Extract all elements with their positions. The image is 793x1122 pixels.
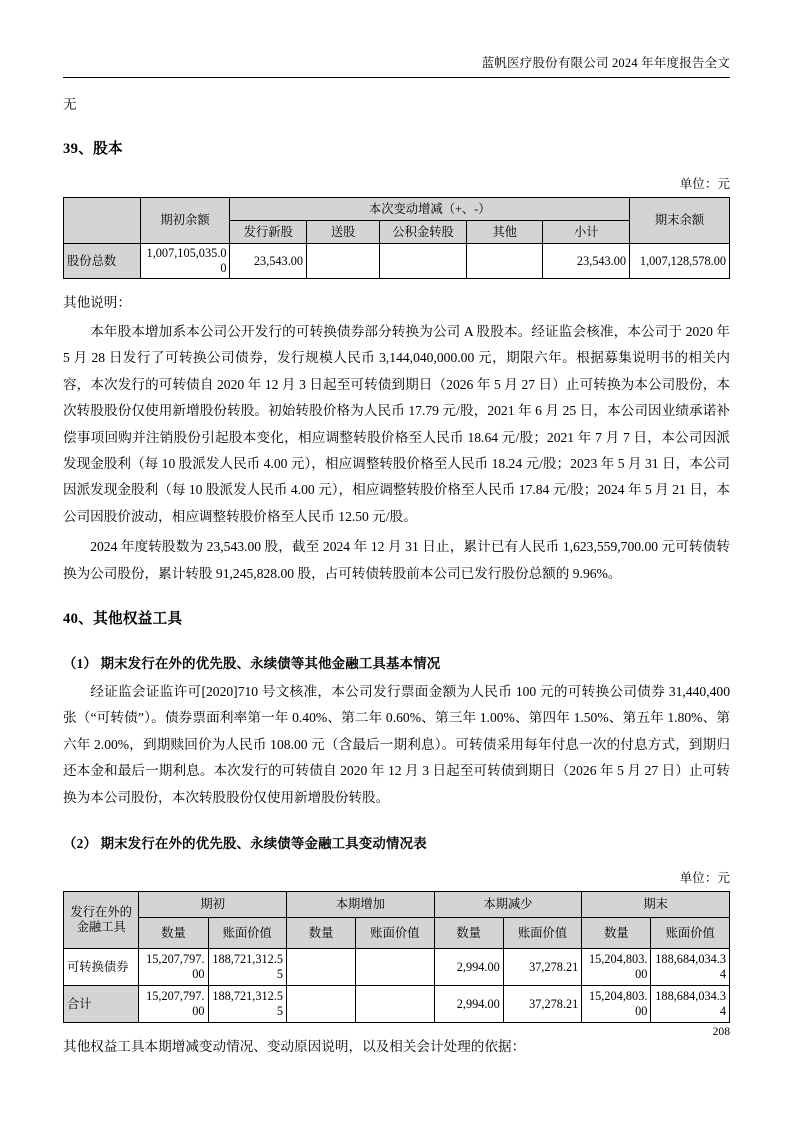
cell-new-shares: 23,543.00 [230,244,307,279]
cell-increase-value [356,949,435,986]
cell-decrease-qty: 2,994.00 [434,986,503,1023]
cell-closing-qty: 15,204,803.00 [582,986,651,1023]
page-header [63,0,730,71]
cell-increase-qty [287,949,356,986]
table-row [64,986,730,1023]
subsection-heading-40-2: （2） 期末发行在外的优先股、永续债等金融工具变动情况表 [63,836,427,852]
table-row [64,244,730,279]
corner-cell [64,198,141,244]
none-text: 无 [63,97,77,112]
cell-increase-value [356,986,435,1023]
cell-opening: 1,007,105,035.00 [140,244,230,279]
share-capital-table [63,197,730,279]
table-header-row [64,892,730,918]
header-change-group: 本次变动增减（+、-） [230,198,630,221]
other-equity-instruments-table [63,891,730,1023]
header-decrease-qty: 数量 [434,918,503,949]
section-heading-39: 39、股本 [63,141,123,157]
cell-closing-qty: 15,204,803.00 [582,949,651,986]
header-divider [63,77,730,78]
header-bonus-shares: 送股 [307,221,380,244]
page-number: 208 [712,1025,730,1038]
cell-other [466,244,543,279]
cell-closing-value: 188,684,034.34 [651,986,730,1023]
table-row [64,949,730,986]
header-opening-balance: 期初余额 [140,198,230,244]
cell-opening-value: 188,721,312.55 [208,949,287,986]
cell-decrease-qty: 2,994.00 [434,949,503,986]
header-instrument: 发行在外的金融工具 [64,892,139,949]
table-header-row [64,198,730,221]
header-closing-group: 期末 [582,892,730,918]
header-increase-group: 本期增加 [287,892,435,918]
header-other: 其他 [466,221,543,244]
header-closing-value: 账面价值 [651,918,730,949]
header-decrease-value: 账面价值 [503,918,582,949]
cell-opening-qty: 15,207,797.00 [139,949,208,986]
header-increase-value: 账面价值 [356,918,435,949]
other-note-label: 其他说明： [63,295,131,310]
header-subtotal: 小计 [543,221,630,244]
cell-subtotal: 23,543.00 [543,244,630,279]
row-label-total-shares: 股份总数 [64,244,141,279]
header-decrease-group: 本期减少 [434,892,582,918]
cell-decrease-value: 37,278.21 [503,986,582,1023]
header-closing-qty: 数量 [582,918,651,949]
row-label-total: 合计 [64,986,139,1023]
cell-closing: 1,007,128,578.00 [630,244,730,279]
cell-decrease-value: 37,278.21 [503,949,582,986]
section-heading-40: 40、其他权益工具 [63,611,183,628]
cell-bonus-shares [307,244,380,279]
header-opening-group: 期初 [139,892,287,918]
cell-opening-value: 188,721,312.55 [208,986,287,1023]
closing-note: 其他权益工具本期增减变动情况、变动原因说明，以及相关会计处理的依据： [63,1039,526,1055]
header-opening-value: 账面价值 [208,918,287,949]
paragraph-39-2: 2024 年度转股数为 23,543.00 股，截至 2024 年 12 月 31 日止，累计已有人民币 1,623,559,700.00 元可转债转换为公司股份，累计转股 91,245,828.00 股，占可转债转股前本公司已发行股份总额的 9.96%。 [63,539,730,581]
table-header-row [64,918,730,949]
cell-closing-value: 188,684,034.34 [651,949,730,986]
paragraph-39-1: 本年股本增加系本公司公开发行的可转换债券部分转换为公司 A 股股本。经证监会核准，本公司于 2020 年 5 月 28 日发行了可转换公司债券，发行规模人民币 3,144,040,000.00 元，期限六年。根据募集说明书的相关内容，本次发行的可转债自 2020 年 12 月 3 日起至可转债到期日（2026 年 5 月 27 日）止可转换为本公司股份，本次转股股份仅使用新增股份转股。初始转股价格为人民币 17.79 元/股，2021 年 6 月 25 日，本公司因业绩承诺补偿事项回购并注销股份引起股本变化，相应调整转股价格至人民币 18.64 元/股；2021 年 7 月 7 日，本公司因派发现金股利（每 10 股派发人民币 4.00 元），相应调整转股价格至人民币 18.24 元/股；2023 年 5 月 31 日，本公司因派发现金股利（每 10 股派发人民币 4.00 元），相应调整转股价格至人民币 17.84 元/股；2024 年 5 月 21 日，本公司因股价波动，相应调整转股价格至人民币 12.50 元/股。 [63,324,730,524]
row-label-convertible-bond: 可转换债券 [64,949,139,986]
header-new-shares: 发行新股 [230,221,307,244]
cell-capital-reserve [380,244,467,279]
header-opening-qty: 数量 [139,918,208,949]
header-capital-reserve: 公积金转股 [380,221,467,244]
subsection-heading-40-1: （1） 期末发行在外的优先股、永续债等其他金融工具基本情况 [63,656,441,672]
header-closing-balance: 期末余额 [630,198,730,244]
paragraph-40-1: 经证监会证监许可[2020]710 号文核准，本公司发行票面金额为人民币 100 元的可转换公司债券 31,440,400 张（“可转债”）。债券票面利率第一年 0.40%、第二年 0.60%、第三年 1.00%、第四年 1.50%、第五年 1.80%、第六年 2.00%，到期赎回价为人民币 108.00 元（含最后一期利息）。可转债采用每年付息一次的付息方式，到期归还本金和最后一期利息。本次发行的可转债自 2020 年 12 月 3 日起至可转债到期日（2026 年 5 月 27 日）止可转换为本公司股份，本次转股股份仅使用新增股份转股。 [63,684,730,805]
header-increase-qty: 数量 [287,918,356,949]
header-title: 蓝帆医疗股份有限公司 2024 年年度报告全文 [481,56,730,70]
cell-opening-qty: 15,207,797.00 [139,986,208,1023]
unit-label-2: 单位：元 [679,871,730,886]
unit-label-1: 单位：元 [679,177,730,191]
cell-increase-qty [287,986,356,1023]
